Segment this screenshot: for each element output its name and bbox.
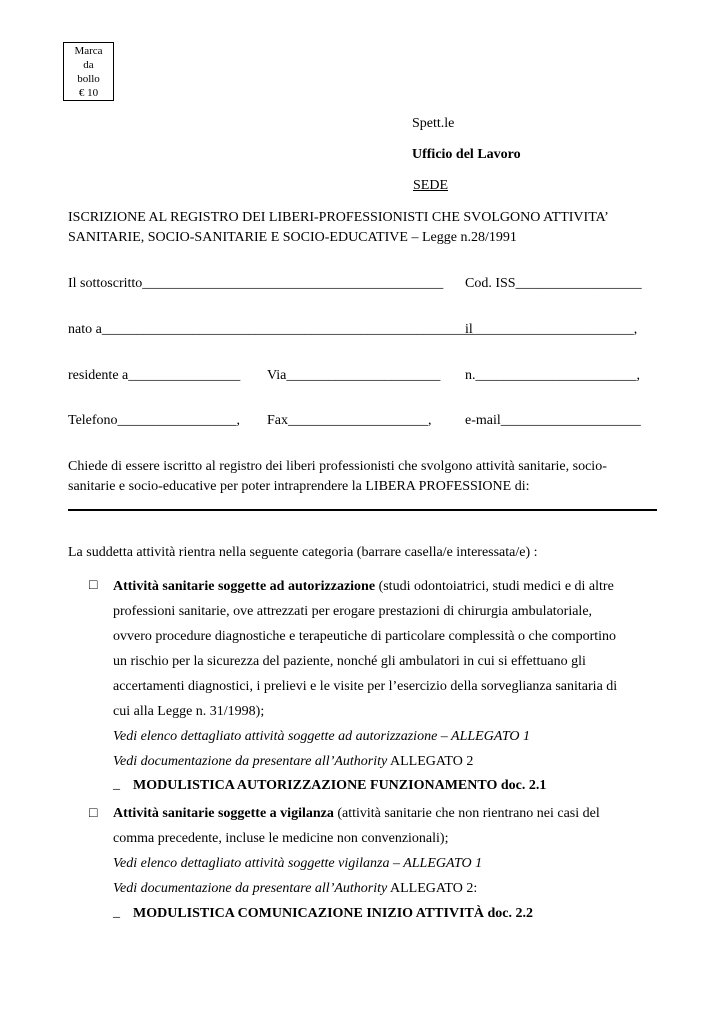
authorization-option <box>113 574 656 774</box>
stamp-line-2: da <box>83 59 94 71</box>
authorization-checkbox[interactable]: □ <box>89 578 98 593</box>
authorization-heading: Attività sanitarie soggette ad autorizzazione <box>113 579 376 594</box>
recipient-salutation: Spett.le <box>412 116 455 131</box>
authorization-line-2: professioni sanitarie, ove attrezzati per erogare prestazioni di chirurgia ambulatoriale, <box>113 604 593 619</box>
authorization-module-dash: _ <box>113 777 120 792</box>
surveillance-heading: Attività sanitarie soggette a vigilanza <box>113 806 334 821</box>
surveillance-ref-allegato-2: ALLEGATO 2: <box>387 881 478 896</box>
surveillance-ref-allegato-1: Vedi elenco dettagliato attività soggette vigilanza – ALLEGATO 1 <box>113 856 483 871</box>
category-intro: La suddetta attività rientra nella seguente categoria (barrare casella/e interessata/e) : <box>68 545 538 560</box>
authorization-line-6: cui alla Legge n. 31/1998); <box>113 704 265 719</box>
surveillance-module: MODULISTICA COMUNICAZIONE INIZIO ATTIVITÀ doc. 2.2 <box>133 906 533 921</box>
sottoscritto-field[interactable]: Il sottoscritto___________________________________________ <box>68 276 444 291</box>
authorization-line-3: ovvero procedure diagnostiche e terapeutiche di particolare complessità o che comportino <box>113 629 617 644</box>
document-title <box>68 208 656 248</box>
residence-field[interactable]: residente a________________ <box>68 368 241 383</box>
street-field[interactable]: Via______________________ <box>267 368 441 383</box>
email-field[interactable]: e-mail____________________ <box>465 413 641 428</box>
authorization-line-4: un rischio per la sicurezza del paziente, nonché gli ambulatori in cui si effettuano gli <box>113 654 586 669</box>
authorization-line-1: (studi odontoiatrici, studi medici e di altre <box>375 579 614 594</box>
authorization-ref-allegato-2: ALLEGATO 2 <box>387 754 474 769</box>
phone-field[interactable]: Telefono_________________, <box>68 413 241 428</box>
recipient-place: SEDE <box>413 178 448 193</box>
stamp-line-3: bollo <box>77 73 100 85</box>
surveillance-line-1: (attività sanitarie che non rientrano nei casi del <box>333 806 600 821</box>
surveillance-line-2: comma precedente, incluse le medicine non convenzionali); <box>113 831 449 846</box>
request-line-2: sanitarie e socio-educative per poter intraprendere la LIBERA PROFESSIONE di: <box>68 479 530 494</box>
cod-iss-field[interactable]: Cod. ISS__________________ <box>465 276 642 291</box>
request-line-1: Chiede di essere iscritto al registro dei liberi professionisti che svolgono attività sanitarie, socio- <box>68 459 607 474</box>
marca-da-bollo-box <box>63 42 114 101</box>
stamp-line-4: € 10 <box>78 87 99 99</box>
stamp-line-1: Marca <box>74 45 103 57</box>
title-line-2: SANITARIE, SOCIO-SANITARIE E SOCIO-EDUCATIVE – Legge n.28/1991 <box>68 230 517 245</box>
authorization-module: MODULISTICA AUTORIZZAZIONE FUNZIONAMENTO doc. 2.1 <box>133 778 547 793</box>
surveillance-ref-docs: Vedi documentazione da presentare all’Authority <box>113 881 388 896</box>
authorization-ref-allegato-1: Vedi elenco dettagliato attività soggette ad autorizzazione – ALLEGATO 1 <box>113 729 530 744</box>
authorization-line-5: accertamenti diagnostici, i prelievi e le visite per l’esercizio della sorveglianza sanitaria di <box>113 679 618 694</box>
surveillance-module-dash: _ <box>113 905 120 920</box>
birthplace-field[interactable]: nato a_____________________________________________________ <box>68 322 473 337</box>
authorization-ref-docs: Vedi documentazione da presentare all’Authority <box>113 754 388 769</box>
fax-field[interactable]: Fax____________________, <box>267 413 432 428</box>
profession-entry-line[interactable] <box>68 509 657 511</box>
request-paragraph <box>68 457 656 497</box>
recipient-office: Ufficio del Lavoro <box>412 147 521 162</box>
surveillance-checkbox[interactable]: □ <box>89 806 98 821</box>
street-number-field[interactable]: n._______________________, <box>465 368 640 383</box>
surveillance-option <box>113 801 656 901</box>
title-line-1: ISCRIZIONE AL REGISTRO DEI LIBERI-PROFESSIONISTI CHE SVOLGONO ATTIVITA’ <box>68 210 609 225</box>
birthdate-field[interactable]: il_______________________, <box>465 322 638 337</box>
